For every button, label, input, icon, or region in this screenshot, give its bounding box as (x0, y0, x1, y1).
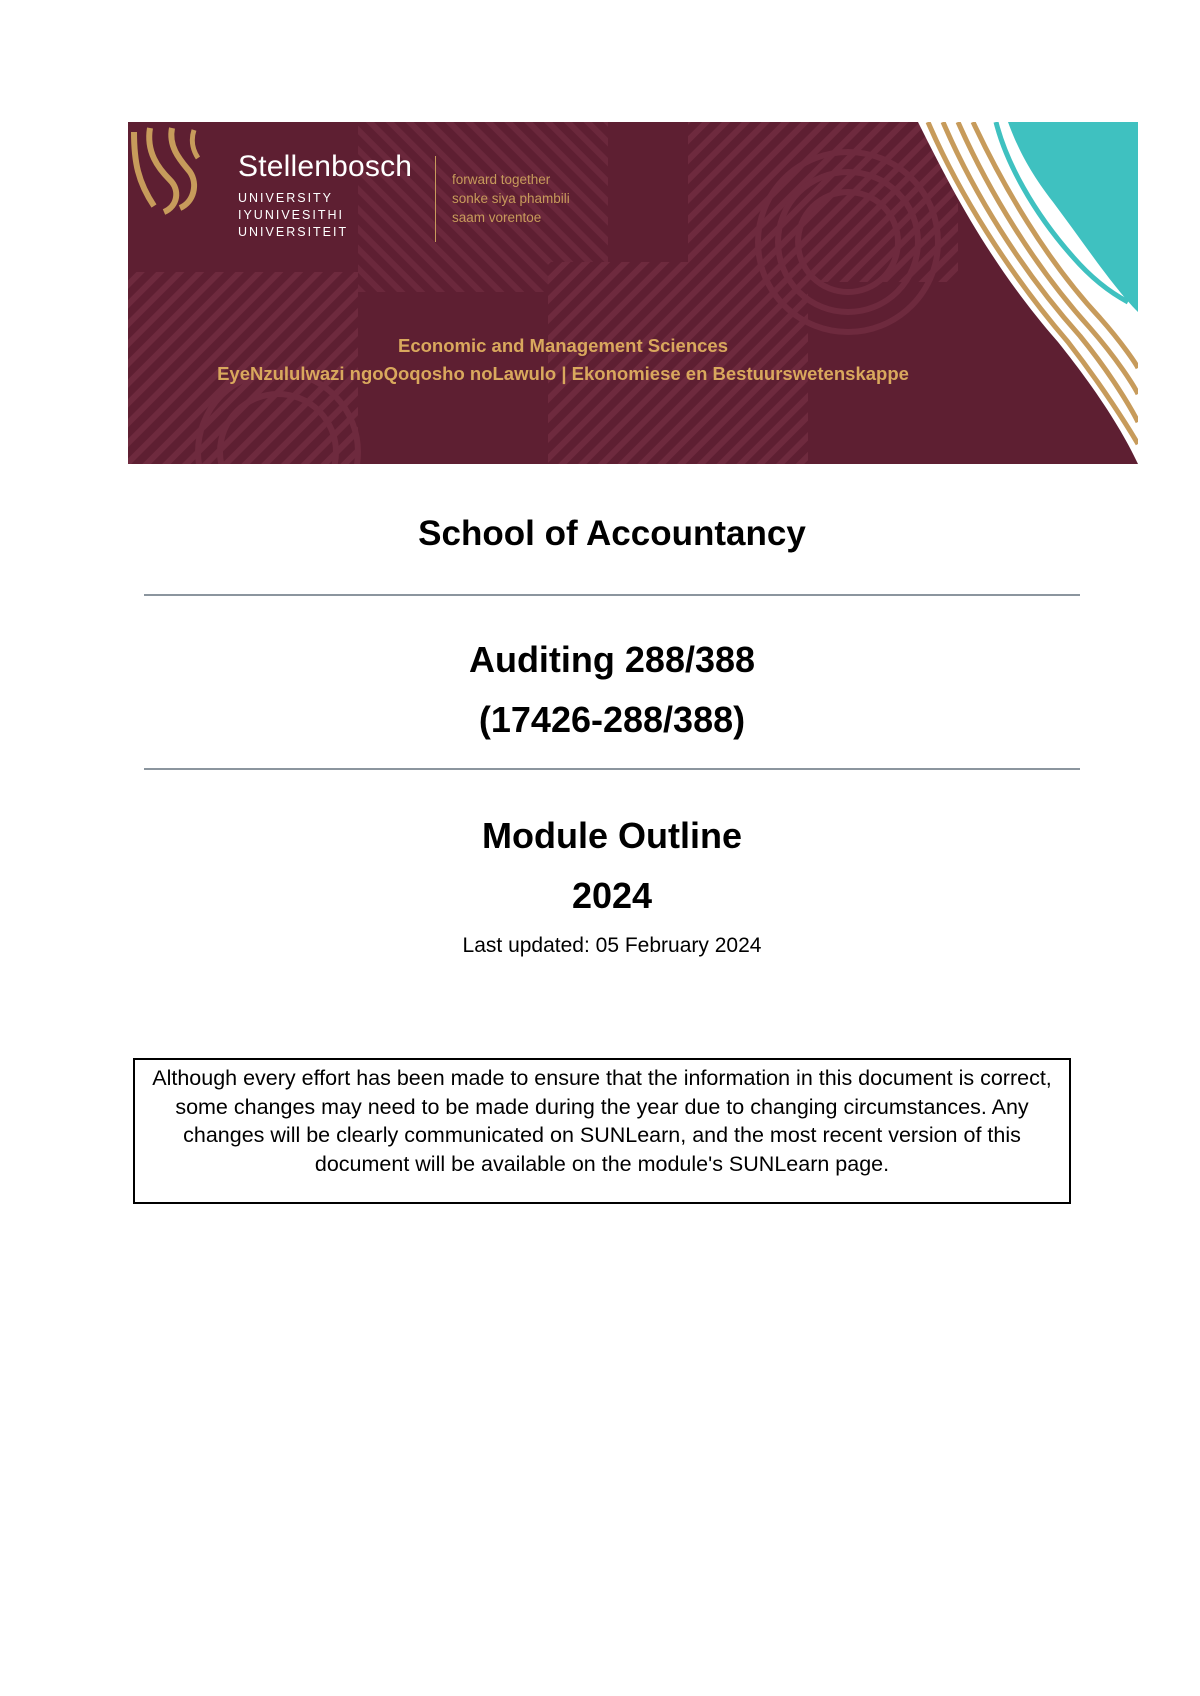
horizontal-rule (144, 594, 1080, 596)
faculty-name-english: Economic and Management Sciences (397, 335, 729, 356)
outline-heading (144, 806, 1080, 926)
last-updated: Last updated: 05 February 2024 (462, 934, 762, 957)
outline-year: 2024 (571, 875, 653, 916)
brand-line: UNIVERSITEIT (238, 225, 349, 239)
module-heading (144, 630, 1080, 750)
faculty-name (128, 332, 998, 388)
tagline-line: forward together (452, 172, 551, 187)
module-code: (17426-288/388) (478, 699, 746, 740)
university-tagline (452, 170, 570, 227)
school-title: School of Accountancy (418, 514, 806, 553)
university-crest-icon (128, 122, 200, 218)
tagline-line: saam vorentoe (452, 210, 542, 225)
brand-line: UNIVERSITY (238, 191, 334, 205)
horizontal-rule (144, 768, 1080, 770)
brand-name: Stellenbosch (238, 150, 413, 183)
outline-label: Module Outline (482, 815, 742, 856)
faculty-banner (128, 122, 1138, 464)
brand-line: IYUNIVESITHI (238, 208, 344, 222)
disclaimer-notice: Although every effort has been made to ensure that the information in this document is correct, some changes may need to be made during the year due to changing circumstances. Any changes will be clearly communicated on SUNLearn, and the most recent version of this document will be available on the module's SUNLearn page. (133, 1058, 1071, 1204)
banner-divider (435, 156, 436, 242)
faculty-name-multilingual: EyeNzululwazi ngoQoqosho noLawulo | Ekonomiese en Bestuurswetenskappe (217, 363, 909, 384)
university-wordmark (238, 150, 412, 241)
brand-subtitles (238, 190, 412, 241)
module-title: Auditing 288/388 (468, 639, 756, 680)
tagline-line: sonke siya phambili (452, 191, 570, 206)
